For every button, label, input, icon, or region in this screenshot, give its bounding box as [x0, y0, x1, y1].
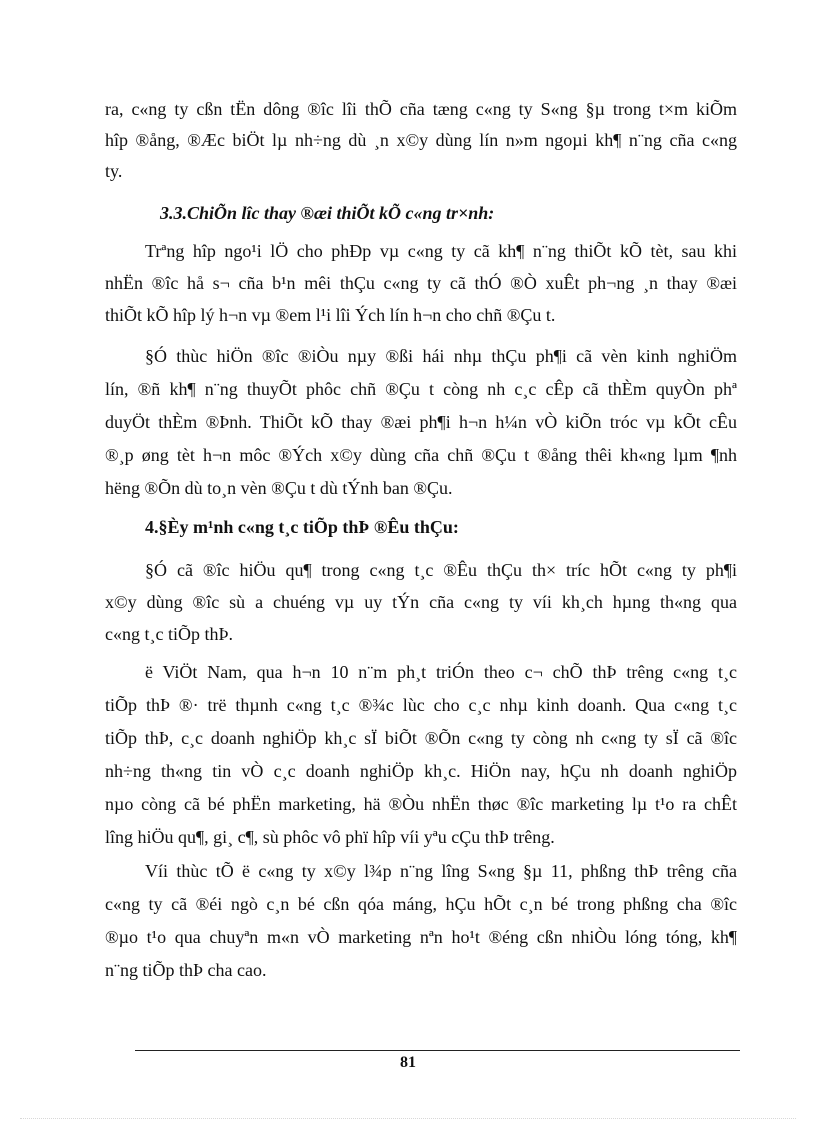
footer-divider — [135, 1050, 740, 1051]
text-line: ty. — [105, 161, 123, 181]
text-line: tiÕp thÞ ®· trë thµnh c«ng t¸c ®¾c lùc cho c¸c nhµ kinh doanh. Qua c«ng t¸c — [105, 695, 737, 715]
text-line: n¨ng tiÕp thÞ cha cao. — [105, 960, 267, 980]
section-heading — [145, 512, 705, 542]
text-line: nhËn ®îc hå s¬ cña b¹n mêi thÇu c«ng ty cã thÓ ®Ò xuÊt ph¬ng ¸n thay ®æi — [105, 273, 737, 293]
heading-text: 4.§Èy m¹nh c«ng t¸c tiÕp thÞ ®Êu thÇu: — [145, 517, 459, 537]
text-line: hîp ®ång, ®Æc biÖt lµ nh÷ng dù ¸n x©y dùng lín n»m ngoµi kh¶ n¨ng cña c«ng — [105, 130, 737, 150]
text-line: §Ó thùc hiÖn ®îc ®iÒu nµy ®ßi hái nhµ thÇu ph¶i cã vèn kinh nghiÖm — [145, 346, 737, 366]
text-line: tiÕp thÞ, c¸c doanh nghiÖp kh¸c sÏ biÕt ®Õn c«ng ty còng nh c«ng ty sÏ cã ®îc — [105, 728, 737, 748]
text-line: c«ng t¸c tiÕp thÞ. — [105, 624, 233, 644]
text-line: ra, c«ng ty cßn tËn dông ®îc lîi thÕ cña tæng c«ng ty S«ng §µ trong t×m kiÕm — [105, 99, 737, 119]
text-line: Víi thùc tÕ ë c«ng ty x©y l¾p n¨ng lîng S«ng §µ 11, phßng thÞ trêng cña — [145, 861, 737, 881]
text-line: thiÕt kÕ hîp lý h¬n vµ ®em l¹i lîi Ých lín h¬n cho chñ ®Çu t. — [105, 305, 556, 325]
paragraph-continuation — [105, 94, 737, 186]
section-heading — [160, 198, 720, 228]
text-line: nµo còng cã bé phËn marketing, hä ®Òu nhËn thøc ®îc marketing lµ t¹o ra chÊt — [105, 794, 737, 814]
heading-text: 3.3.ChiÕn lîc thay ®æi thiÕt kÕ c«ng tr×nh: — [160, 203, 495, 223]
text-line: duyÖt thÈm ®Þnh. ThiÕt kÕ thay ®æi ph¶i h¬n h¼n vÒ kiÕn tróc vµ kÕt cÊu — [105, 412, 737, 432]
text-line: x©y dùng ®îc sù a chuéng vµ uy tÝn cña c«ng ty víi kh¸ch hµng th«ng qua — [105, 592, 737, 612]
text-line: §Ó cã ®îc hiÖu qu¶ trong c«ng t¸c ®Êu thÇu th× tríc hÕt c«ng ty ph¶i — [145, 560, 737, 580]
paragraph — [105, 236, 737, 330]
page-bottom-border — [20, 1118, 796, 1119]
text-line: lîng hiÖu qu¶, gi¸ c¶, sù phôc vô phï hîp víi yªu cÇu thÞ trêng. — [105, 827, 555, 847]
text-line: c«ng ty cã ®éi ngò c¸n bé cßn qóa máng, hÇu hÕt c¸n bé trong phßng cha ®îc — [105, 894, 737, 914]
text-line: lín, ®ñ kh¶ n¨ng thuyÕt phôc chñ ®Çu t còng nh c¸c cÊp cã thÈm quyÒn phª — [105, 379, 737, 399]
paragraph — [105, 657, 737, 852]
text-line: ë ViÖt Nam, qua h¬n 10 n¨m ph¸t triÓn theo c¬ chÕ thÞ trêng c«ng t¸c — [145, 662, 737, 682]
text-line: nh÷ng th«ng tin vÒ c¸c doanh nghiÖp kh¸c. HiÖn nay, hÇu nh doanh nghiÖp — [105, 761, 737, 781]
text-line: Trªng hîp ngo¹i lÖ cho phÐp vµ c«ng ty cã kh¶ n¨ng thiÕt kÕ tèt, sau khi — [145, 241, 737, 261]
paragraph — [105, 856, 737, 985]
text-line: hëng ®Õn dù to¸n vèn ®Çu t dù tÝnh ban ®Çu. — [105, 478, 453, 498]
page-number: 81 — [400, 1054, 416, 1071]
paragraph — [105, 555, 737, 649]
paragraph — [105, 341, 737, 503]
text-line: ®µo t¹o qua chuyªn m«n vÒ marketing nªn ho¹t ®éng cßn nhiÒu lóng tóng, kh¶ — [105, 927, 737, 947]
text-line: ®¸p øng tèt h¬n môc ®Ých x©y dùng cña chñ ®Çu t ®ång thêi kh«ng lµm ¶nh — [105, 445, 737, 465]
